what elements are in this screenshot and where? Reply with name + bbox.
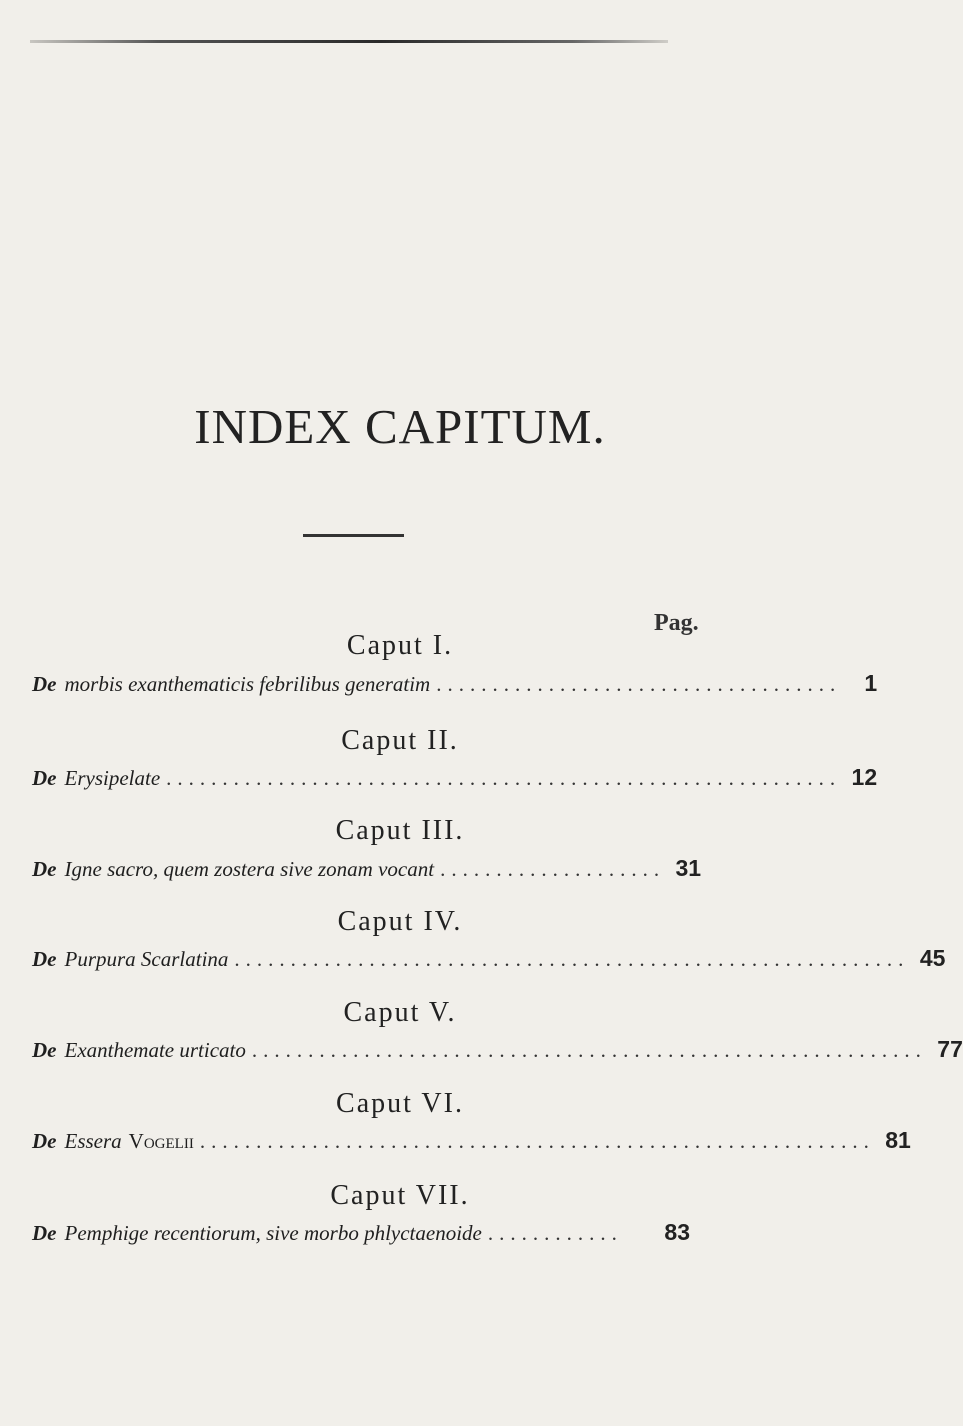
entry-title: Igne sacro, quem zostera sive zonam vocant	[64, 857, 435, 881]
leader-dots: ....................................	[436, 672, 842, 696]
leader-dots: ............................................................	[251, 1038, 927, 1062]
entry-page-number: 31	[675, 855, 702, 881]
entry-prefix: De	[32, 1221, 57, 1245]
entry-page-number: 12	[851, 764, 878, 790]
toc-entry-3[interactable]	[32, 855, 702, 885]
leader-dots: ............................................................	[166, 766, 842, 790]
chapter-heading-6: Caput VI.	[336, 1088, 464, 1119]
chapter-heading-3: Caput III.	[335, 815, 465, 846]
toc-entry-2[interactable]	[32, 764, 878, 794]
entry-prefix: De	[32, 1038, 57, 1062]
page-column-label: Pag.	[654, 610, 699, 636]
entry-page-number: 77	[937, 1036, 963, 1062]
top-border-rule	[30, 40, 668, 43]
chapter-heading-4: Caput IV.	[337, 906, 463, 937]
leader-dots: ....................	[440, 857, 666, 881]
toc-entry-4[interactable]	[32, 945, 946, 975]
entry-prefix: De	[32, 1129, 57, 1153]
entry-title: Pemphige recentiorum, sive morbo phlyctaenoide	[64, 1221, 482, 1245]
leader-dots: ............................................................	[199, 1129, 875, 1153]
toc-entry-7[interactable]	[32, 1219, 690, 1249]
entry-title: Erysipelate	[64, 766, 161, 790]
chapter-heading-5: Caput V.	[343, 997, 457, 1028]
toc-entry-6[interactable]	[32, 1127, 911, 1157]
entry-page-number: 81	[885, 1127, 911, 1153]
entry-title: Purpura Scarlatina	[64, 947, 229, 971]
chapter-heading-7: Caput VII.	[330, 1180, 470, 1211]
page-title: INDEX CAPITUM.	[194, 399, 606, 454]
chapter-heading-2: Caput II.	[341, 725, 459, 756]
entry-prefix: De	[32, 857, 57, 881]
leader-dots: ............	[487, 1221, 623, 1245]
entry-title: Exanthemate urticato	[64, 1038, 246, 1062]
toc-entry-5[interactable]	[32, 1036, 963, 1066]
title-divider	[303, 534, 404, 537]
chapter-heading-1: Caput I.	[346, 630, 454, 661]
entry-title: morbis exanthematicis febrilibus generatim	[64, 672, 431, 696]
entry-author: Vogelii	[128, 1129, 194, 1153]
leader-dots: ............................................................	[234, 947, 910, 971]
entry-prefix: De	[32, 672, 57, 696]
entry-page-number: 83	[664, 1219, 690, 1245]
entry-title: Essera	[64, 1129, 122, 1153]
entry-prefix: De	[32, 947, 57, 971]
toc-entry-1[interactable]	[32, 670, 878, 700]
entry-page-number: 45	[919, 945, 946, 971]
entry-page-number: 1	[864, 670, 878, 696]
entry-prefix: De	[32, 766, 57, 790]
